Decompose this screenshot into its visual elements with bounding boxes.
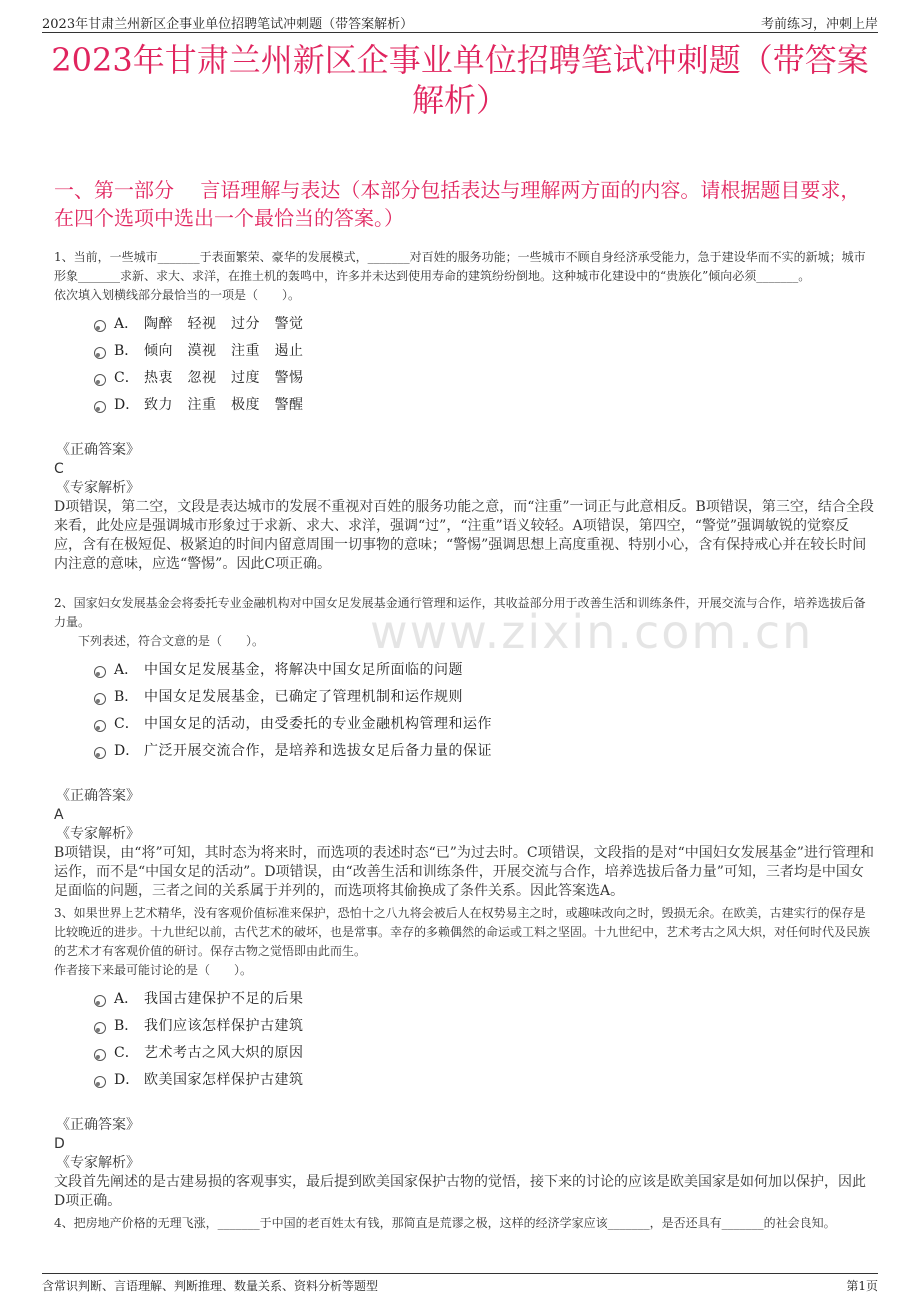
- page-footer: [42, 1273, 878, 1294]
- option-c[interactable]: C． 热衷 忽视 过度 警惕: [54, 365, 876, 392]
- question-stem: 2、国家妇女发展基金会将委托专业金融机构对中国女足发展基金通行管理和运作，其收益部分用于改善生活和训练条件，开展交流与合作，培养选拔后备力量。: [54, 596, 866, 629]
- answer-value: D: [54, 1136, 65, 1152]
- radio-icon[interactable]: [94, 1076, 106, 1088]
- analysis-text: 文段首先阐述的是古建易损的客观事实，最后提到欧美国家保护古物的觉悟，接下来的讨论的应该是欧美国家是如何加以保护，因此D项正确。: [54, 1174, 866, 1209]
- question-stem: 4、把房地产价格的无理飞涨，_______于中国的老百姓太有钱，那简直是荒谬之极，这样的经济学家应该_______，是否还具有_______的社会良知。: [54, 1216, 836, 1230]
- option-c[interactable]: C． 艺术考古之风大炽的原因: [54, 1040, 876, 1067]
- option-d[interactable]: D． 欧美国家怎样保护古建筑: [54, 1067, 876, 1094]
- page-header: [42, 10, 878, 33]
- watermark: www.zixin.com.cn: [370, 605, 814, 659]
- radio-icon[interactable]: [94, 320, 106, 332]
- question-stem: 3、如果世界上艺术精华，没有客观价值标准来保护，恐怕十之八九将会被后人在权势易主之时，或趣味改向之时，毁损无余。在欧美，古建实行的保存是比较晚近的进步。十九世纪以前，古代艺术的破坏，也是常事。幸存的多赖偶然的命运或工料之坚固。十九世纪中，艺术考古之风大炽，对任何时代及民族的艺术才有客观价值的研讨。保存古物之觉悟即由此而生。: [54, 906, 871, 958]
- option-c[interactable]: C． 中国女足的活动，由受委托的专业金融机构管理和运作: [54, 711, 876, 738]
- option-a[interactable]: A． 陶醉 轻视 过分 警觉: [54, 311, 876, 338]
- radio-icon[interactable]: [94, 995, 106, 1007]
- question-3: [54, 904, 876, 1211]
- analysis-text: D项错误，第二空，文段是表达城市的发展不重视对百姓的服务功能之意，而“注重”一词正与此意相反。B项错误，第三空，结合全段来看，此处应是强调城市形象过于求新、求大、求洋，强调“过”，“注重”语义较轻。A项错误，第四空，“警觉”强调敏锐的觉察反应，含有在极短促、极紧迫的时间内留意周围一切事物的意味；“警惕”强调思想上高度重视、特别小心，含有保持戒心并在较长时间内注意的意味，应选“警惕”。因此C项正确。: [54, 499, 874, 572]
- option-a[interactable]: A． 我国古建保护不足的后果: [54, 986, 876, 1013]
- answer-value: C: [54, 461, 64, 477]
- page-number: 第1页: [846, 1279, 878, 1293]
- analysis-label: 《专家解析》: [56, 1155, 140, 1171]
- option-b[interactable]: B． 倾向 漠视 注重 遏止: [54, 338, 876, 365]
- option-d[interactable]: D． 致力 注重 极度 警醒: [54, 392, 876, 419]
- radio-icon[interactable]: [94, 1049, 106, 1061]
- footer-note: 含常识判断、言语理解、判断推理、数量关系、资料分析等题型: [42, 1279, 379, 1293]
- answer-label: 《正确答案》: [56, 442, 140, 458]
- question-2: [54, 594, 876, 901]
- radio-icon[interactable]: [94, 747, 106, 759]
- option-a[interactable]: A． 中国女足发展基金，将解决中国女足所面临的问题: [54, 657, 876, 684]
- analysis-label: 《专家解析》: [56, 480, 140, 496]
- radio-icon[interactable]: [94, 666, 106, 678]
- analysis-text: B项错误，由“将”可知，其时态为将来时，而选项的表述时态“已”为过去时。C项错误，文段指的是对“中国妇女发展基金”进行管理和运作，而不是“中国女足的活动”。D项错误，由“改善生活和训练条件，开展交流与合作，培养选拔后备力量”可知，三者均是中国女足面临的问题，三者之间的关系属于并列的，而选项将其偷换成了条件关系。因此答案选A。: [54, 845, 874, 899]
- answer-label: 《正确答案》: [56, 1117, 140, 1133]
- radio-icon[interactable]: [94, 693, 106, 705]
- radio-icon[interactable]: [94, 401, 106, 413]
- question-1: [54, 248, 876, 574]
- answer-label: 《正确答案》: [56, 788, 140, 804]
- page-title: 2023年甘肃兰州新区企事业单位招聘笔试冲刺题（带答案解析）: [51, 41, 869, 119]
- answer-block: [54, 787, 876, 901]
- radio-icon[interactable]: [94, 720, 106, 732]
- header-slogan: 考前练习，冲刺上岸: [760, 17, 878, 32]
- answer-value: A: [54, 807, 64, 823]
- answer-block: [54, 1116, 876, 1211]
- question-prompt: 作者接下来最可能讨论的是（ ）。: [54, 963, 253, 977]
- analysis-label: 《专家解析》: [56, 826, 140, 842]
- section-heading: 一、第一部分 言语理解与表达（本部分包括表达与理解两方面的内容。请根据题目要求，在四个选项中选出一个最恰当的答案。）: [54, 178, 861, 230]
- options-list: [54, 311, 876, 419]
- options-list: [54, 657, 876, 765]
- question-4: [54, 1214, 876, 1233]
- question-prompt: 下列表述，符合文意的是（ ）。: [78, 634, 265, 648]
- radio-icon[interactable]: [94, 374, 106, 386]
- question-prompt: 依次填入划横线部分最恰当的一项是（ ）。: [54, 288, 301, 302]
- question-stem: 1、当前，一些城市_______于表面繁荣、豪华的发展模式，_______对百姓的服务功能；一些城市不顾自身经济承受能力，急于建设华而不实的新城；城市形象_______求新、求大、求洋，在推土机的轰鸣中，许多并未达到使用寿命的建筑纷纷倒地。这种城市化建设中的“贵族化”倾向必须_______。: [54, 250, 866, 283]
- option-d[interactable]: D． 广泛开展交流合作，是培养和选拔女足后备力量的保证: [54, 738, 876, 765]
- options-list: [54, 986, 876, 1094]
- radio-icon[interactable]: [94, 1022, 106, 1034]
- radio-icon[interactable]: [94, 347, 106, 359]
- option-b[interactable]: B． 中国女足发展基金，已确定了管理机制和运作规则: [54, 684, 876, 711]
- answer-block: [54, 441, 876, 574]
- header-title: 2023年甘肃兰州新区企事业单位招聘笔试冲刺题（带答案解析）: [42, 17, 414, 32]
- option-b[interactable]: B． 我们应该怎样保护古建筑: [54, 1013, 876, 1040]
